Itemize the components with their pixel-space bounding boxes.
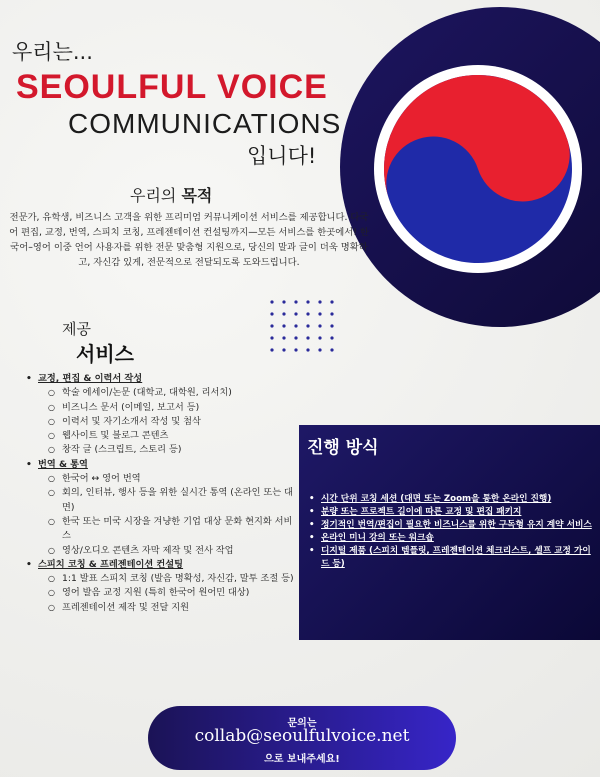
contact-intro: 문의는 bbox=[287, 718, 317, 729]
service-item-text: 이력서 및 자기소개서 작성 및 첨삭 bbox=[62, 415, 201, 427]
process-item-text: 시간 단위 코칭 세션 (대면 또는 Zoom을 통한 온라인 진행) bbox=[321, 494, 552, 504]
service-item-text: 영어 발음 교정 지원 (특히 한국어 원어민 대상) bbox=[62, 587, 250, 599]
process-item bbox=[307, 493, 594, 506]
process-item bbox=[307, 519, 594, 532]
bullet-icon: • bbox=[26, 458, 32, 470]
service-item bbox=[20, 386, 310, 400]
circle-bullet-icon: ○ bbox=[48, 574, 55, 584]
bullet-icon: • bbox=[309, 494, 315, 504]
circle-bullet-icon: ○ bbox=[48, 445, 55, 455]
service-item bbox=[20, 415, 310, 429]
taegeuk-icon bbox=[374, 65, 582, 273]
process-item-text: 분량 또는 프로젝트 길이에 따른 교정 및 편집 패키지 bbox=[321, 507, 522, 517]
service-item-text: 창작 글 (스크립트, 스토리 등) bbox=[62, 444, 182, 456]
purpose-title bbox=[130, 183, 212, 206]
service-item bbox=[20, 572, 310, 586]
process-title: 진행 방식 bbox=[307, 438, 379, 458]
service-item-text: 비즈니스 문서 (이메일, 보고서 등) bbox=[62, 401, 200, 413]
circle-bullet-icon: ○ bbox=[48, 474, 55, 484]
purpose-title-prefix: 우리의 bbox=[130, 186, 182, 205]
company-name: COMMUNICATIONS bbox=[68, 108, 342, 139]
service-item-text: 한국 또는 미국 시장을 겨냥한 기업 대상 문화 현지화 서비스 bbox=[62, 515, 293, 542]
heading-ending: 입니다! bbox=[247, 144, 317, 168]
circle-bullet-icon: ○ bbox=[48, 402, 55, 412]
service-item-text: 한국어 ↔ 영어 번역 bbox=[62, 473, 141, 485]
process-item-text: 디지털 제품 (스피치 템플릿, 프레젠테이션 체크리스트, 셀프 교정 가이드 등) bbox=[321, 546, 591, 569]
service-category-label: 교정, 편집 & 이력서 작성 bbox=[38, 373, 143, 384]
circle-bullet-icon: ○ bbox=[48, 545, 55, 555]
process-item-text: 온라인 미니 강의 또는 워크숍 bbox=[321, 533, 434, 543]
service-item-text: 회의, 인터뷰, 행사 등을 위한 실시간 통역 (온라인 또는 대면) bbox=[62, 487, 293, 513]
service-item-text: 웹사이트 및 블로그 콘텐츠 bbox=[62, 430, 169, 442]
process-list bbox=[307, 493, 594, 571]
process-item bbox=[307, 506, 594, 519]
services-title: 서비스 bbox=[76, 342, 134, 366]
decorative-dot-grid bbox=[268, 298, 340, 358]
contact-email-link[interactable]: collab@seoulfulvoice.net bbox=[194, 726, 410, 746]
bullet-icon: • bbox=[26, 558, 32, 570]
service-item bbox=[20, 486, 310, 515]
service-item-text: 1:1 발표 스피치 코칭 (발음 명확성, 자신감, 말투 조절 등) bbox=[62, 573, 294, 585]
service-category bbox=[20, 372, 310, 386]
purpose-body: 전문가, 유학생, 비즈니스 고객을 위한 프리미엄 커뮤니케이션 서비스를 제공합니다. 다국어 편집, 교정, 번역, 스피치 코칭, 프레젠테이션 컨설팅까지—모든 서비스를 한곳에서! 한국어–영어 이중 언어 사용자를 위한 전문 맞춤형 지원으로, 당신의 말과 글이 더욱 명확하고, 자신감 있게, 전문적으로 전달되도록 도와드립니다. bbox=[9, 212, 369, 268]
service-item bbox=[20, 515, 310, 544]
purpose-title-bold: 목적 bbox=[181, 186, 213, 205]
contact-pill bbox=[148, 706, 456, 770]
bullet-icon: • bbox=[26, 373, 32, 384]
service-item-text: 학술 에세이/논문 (대학교, 대학원, 리서치) bbox=[62, 387, 232, 399]
brand-name: SEOULFUL VOICE bbox=[16, 68, 328, 106]
circle-bullet-icon: ○ bbox=[48, 416, 55, 426]
heading-intro: 우리는... bbox=[12, 40, 93, 64]
service-item bbox=[20, 544, 310, 558]
circle-bullet-icon: ○ bbox=[48, 488, 55, 498]
circle-bullet-icon: ○ bbox=[48, 602, 55, 612]
service-item bbox=[20, 601, 310, 615]
service-item bbox=[20, 586, 310, 600]
process-item bbox=[307, 545, 594, 571]
service-item-text: 영상/오디오 콘텐츠 자막 제작 및 전사 작업 bbox=[62, 544, 234, 556]
circle-bullet-icon: ○ bbox=[48, 431, 55, 441]
circle-bullet-icon: ○ bbox=[48, 516, 55, 526]
bullet-icon: • bbox=[309, 533, 315, 543]
service-category-label: 스피치 코칭 & 프레젠테이션 컨설팅 bbox=[38, 558, 184, 570]
contact-outro: 으로 보내주세요! bbox=[264, 754, 340, 765]
bullet-icon: • bbox=[309, 546, 315, 556]
service-item-text: 프레젠테이션 제작 및 전달 지원 bbox=[62, 601, 190, 613]
bullet-icon: • bbox=[309, 520, 315, 530]
service-item bbox=[20, 443, 310, 457]
service-item bbox=[20, 429, 310, 443]
circle-bullet-icon: ○ bbox=[48, 388, 55, 398]
emblem bbox=[340, 7, 600, 327]
services-list bbox=[20, 372, 310, 615]
process-item-text: 정기적인 번역/편집이 필요한 비즈니스를 위한 구독형 유지 계약 서비스 bbox=[321, 520, 592, 530]
service-category bbox=[20, 458, 310, 472]
service-item bbox=[20, 401, 310, 415]
bullet-icon: • bbox=[309, 507, 315, 517]
services-title-small: 제공 bbox=[62, 320, 91, 338]
service-item bbox=[20, 472, 310, 486]
service-category-label: 번역 & 통역 bbox=[38, 458, 88, 470]
circle-bullet-icon: ○ bbox=[48, 588, 55, 598]
process-item bbox=[307, 532, 594, 545]
process-panel bbox=[299, 425, 600, 640]
service-category bbox=[20, 558, 310, 572]
